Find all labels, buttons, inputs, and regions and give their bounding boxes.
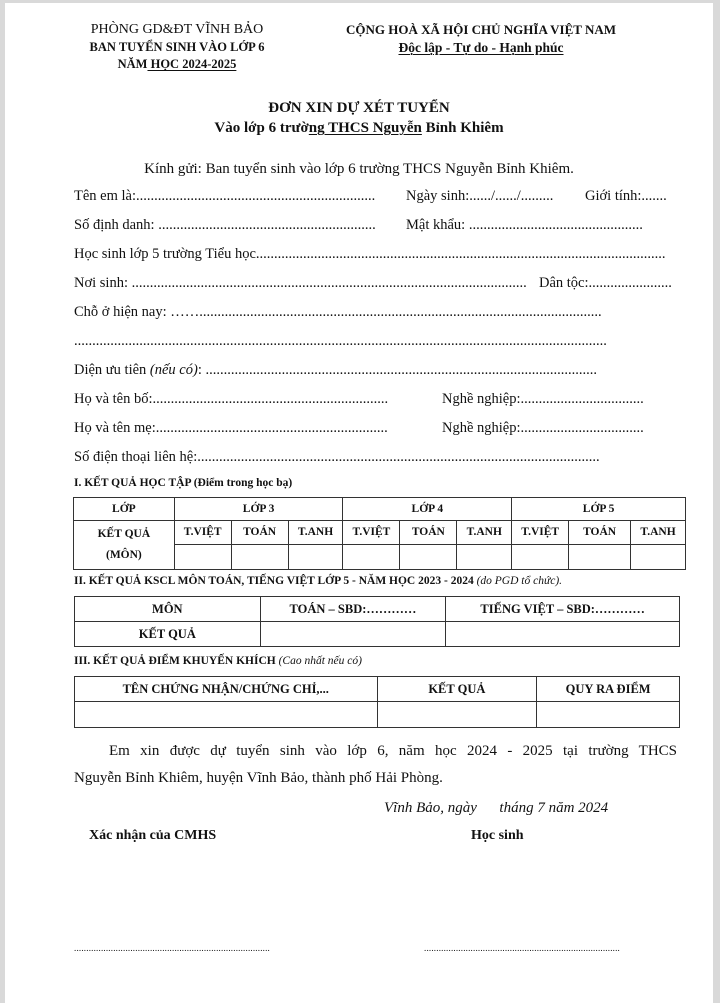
form-title: ĐƠN XIN DỰ XÉT TUYỂN <box>268 100 450 116</box>
student-signature-line[interactable]: ................................................................................ <box>424 943 620 953</box>
subject-viet-g5: T.VIỆT <box>512 521 569 544</box>
score-cell[interactable] <box>512 544 569 569</box>
national-motto: Độc lập - Tự do - Hạnh phúc <box>398 40 564 55</box>
birthplace-field[interactable]: ............................................................................................................. <box>131 275 527 291</box>
father-row <box>74 391 674 408</box>
father-name-label: Họ và tên bố: <box>74 391 153 407</box>
primary-school-row <box>74 246 674 263</box>
certificate-cell[interactable] <box>75 702 378 728</box>
priority-label: Diện ưu tiên (nếu có): <box>74 362 202 378</box>
section1-title: I. KẾT QUẢ HỌC TẬP (Điểm trong học bạ) <box>74 477 293 489</box>
password-label: Mật khẩu: <box>406 217 466 233</box>
kscl-results-table <box>74 596 680 647</box>
header-right <box>327 22 635 56</box>
academic-results-table <box>73 497 686 570</box>
header-vietnamese-sbd: TIẾNG VIỆT – SBD:………… <box>446 597 680 622</box>
header-certificate: TÊN CHỨNG NHẬN/CHỨNG CHỈ,... <box>75 677 378 702</box>
header-grade-4: LỚP 4 <box>343 498 512 521</box>
vietnamese-result-cell[interactable] <box>446 622 680 647</box>
student-label: Học sinh <box>471 828 524 843</box>
address-label: Chỗ ở hiện nay: <box>74 304 167 320</box>
address-field[interactable]: ……............................................................................................................... <box>166 304 602 320</box>
header-grade-3: LỚP 3 <box>174 498 343 521</box>
score-cell[interactable] <box>288 544 343 569</box>
name-field[interactable]: .................................................................. <box>136 188 376 204</box>
id-number-field[interactable]: ............................................................ <box>158 217 376 233</box>
header-grade-5: LỚP 5 <box>512 498 686 521</box>
bonus-points-table <box>74 676 680 728</box>
result-cell[interactable] <box>377 702 537 728</box>
birthplace-label: Nơi sinh: <box>74 275 128 291</box>
score-cell[interactable] <box>231 544 288 569</box>
subject-anh-g4: T.ANH <box>457 521 512 544</box>
id-row <box>74 217 674 234</box>
mother-name-field[interactable]: ................................................................ <box>155 420 388 436</box>
name-label: Tên em là: <box>74 188 137 204</box>
points-cell[interactable] <box>537 702 680 728</box>
header-subject: MÔN <box>75 597 261 622</box>
id-number-label: Số định danh: <box>74 217 155 233</box>
score-cell[interactable] <box>569 544 631 569</box>
name-row <box>74 188 674 205</box>
birthplace-row <box>74 275 674 292</box>
row-label-results: KẾT QUẢ (MÔN) <box>74 521 175 570</box>
department-name: PHÒNG GD&ĐT VĨNH BẢO <box>90 22 264 37</box>
gender-label: Giới tính: <box>585 188 642 204</box>
father-job-label: Nghề nghiệp: <box>442 391 521 407</box>
header-left <box>57 22 297 72</box>
subject-toan-g5: TOÁN <box>569 521 631 544</box>
subject-toan-g4: TOÁN <box>400 521 457 544</box>
mother-name-label: Họ và tên mẹ: <box>74 420 156 436</box>
dob-label: Ngày sinh: <box>406 188 470 204</box>
password-field[interactable]: ................................................ <box>468 217 643 233</box>
parent-signature-line[interactable]: ................................................................................ <box>74 943 270 953</box>
priority-row <box>74 362 674 379</box>
score-cell[interactable] <box>343 544 400 569</box>
dob-field[interactable]: ....../....../......... <box>469 188 554 204</box>
place-date: Vĩnh Bảo, ngày tháng 7 năm 2024 <box>384 800 609 816</box>
header-math-sbd: TOÁN – SBD:………… <box>260 597 446 622</box>
phone-field[interactable]: ............................................................................................................... <box>197 449 600 465</box>
document-page <box>5 3 713 1003</box>
row-result-label: KẾT QUẢ <box>75 622 261 647</box>
math-result-cell[interactable] <box>260 622 446 647</box>
gender-field[interactable]: ....... <box>641 188 667 204</box>
section2-title: II. KẾT QUẢ KSCL MÔN TOÁN, TIẾNG VIỆT LỚP 5 - NĂM HỌC 2023 - 2024 (do PGD tổ chức). <box>74 575 563 587</box>
score-cell[interactable] <box>400 544 457 569</box>
header-result: KẾT QUẢ <box>377 677 537 702</box>
address-continuation-field[interactable]: ................................................................................................................................................... <box>74 333 607 349</box>
section3-title: III. KẾT QUẢ ĐIỂM KHUYẾN KHÍCH (Cao nhất nếu có) <box>74 655 362 667</box>
subject-anh-g3: T.ANH <box>288 521 343 544</box>
score-cell[interactable] <box>457 544 512 569</box>
subject-toan-g3: TOÁN <box>231 521 288 544</box>
subject-viet-g3: T.VIỆT <box>174 521 231 544</box>
score-cell[interactable] <box>631 544 686 569</box>
subject-viet-g4: T.VIỆT <box>343 521 400 544</box>
score-cell[interactable] <box>174 544 231 569</box>
father-job-field[interactable]: .................................. <box>520 391 644 407</box>
request-paragraph-line2: Nguyễn Bỉnh Khiêm, huyện Vĩnh Bảo, thành phố Hải Phòng. <box>74 770 443 786</box>
header-points: QUY RA ĐIỂM <box>537 677 680 702</box>
mother-job-label: Nghề nghiệp: <box>442 420 521 436</box>
school-year: NĂM HỌC 2024-2025 <box>117 57 237 71</box>
phone-row <box>74 449 674 466</box>
mother-job-field[interactable]: .................................. <box>520 420 644 436</box>
request-paragraph-line1: Em xin được dự tuyển sinh vào lớp 6, năm học 2024 - 2025 tại trường THCS <box>109 743 677 759</box>
header-lop: LỚP <box>74 498 175 521</box>
ethnicity-field[interactable]: ....................... <box>588 275 672 291</box>
address-row <box>74 304 676 321</box>
committee-name: BAN TUYỂN SINH VÀO LỚP 6 <box>89 40 265 54</box>
form-subtitle: Vào lớp 6 trường THCS Nguyễn Bỉnh Khiêm <box>214 120 504 136</box>
country-name: CỘNG HOÀ XÃ HỘI CHỦ NGHĨA VIỆT NAM <box>345 22 617 37</box>
primary-school-label: Học sinh lớp 5 trường Tiểu học <box>74 246 256 262</box>
subject-anh-g5: T.ANH <box>631 521 686 544</box>
mother-row <box>74 420 674 437</box>
father-name-field[interactable]: ................................................................. <box>152 391 389 407</box>
address-continuation-row <box>74 333 676 350</box>
parent-confirmation-label: Xác nhận của CMHS <box>89 828 217 843</box>
phone-label: Số điện thoại liên hệ: <box>74 449 198 465</box>
ethnicity-label: Dân tộc: <box>539 275 589 291</box>
primary-school-field[interactable]: ................................................................................................................. <box>255 246 666 262</box>
salutation: Kính gửi: Ban tuyển sinh vào lớp 6 trường THCS Nguyễn Bỉnh Khiêm. <box>144 161 574 177</box>
priority-field[interactable]: ............................................................................................................ <box>201 362 597 378</box>
